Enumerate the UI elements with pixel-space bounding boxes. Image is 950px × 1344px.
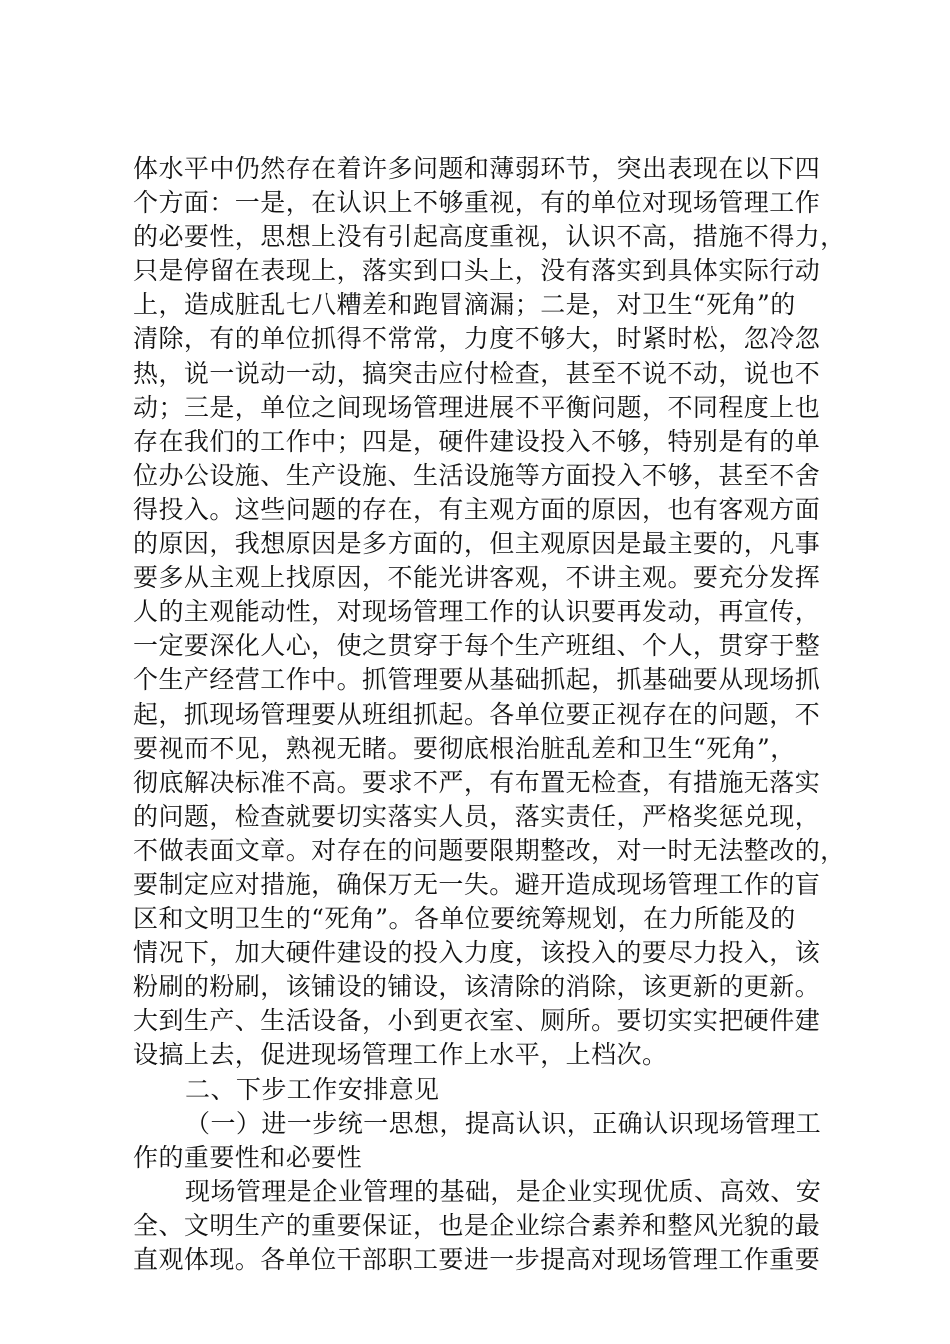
text-line: 不做表面文章。对存在的问题要限期整改，对一时无法整改的， bbox=[133, 835, 846, 865]
paragraph-problems bbox=[133, 152, 846, 1073]
text-line: 要视而不见，熟视无睹。要彻底根治脏乱差和卫生“死角”， bbox=[133, 733, 796, 763]
text-line: 大到生产、生活设备，小到更衣室、厕所。要切实实把硬件建 bbox=[133, 1006, 821, 1036]
text-line: 得投入。这些问题的存在，有主观方面的原因，也有客观方面 bbox=[133, 494, 821, 524]
text-line: 粉刷的粉刷，该铺设的铺设，该清除的消除，该更新的更新。 bbox=[133, 972, 821, 1002]
text-line: 的原因，我想原因是多方面的，但主观原因是最主要的，凡事 bbox=[133, 529, 821, 559]
text-line: 要制定应对措施，确保万无一失。避开造成现场管理工作的盲 bbox=[133, 869, 821, 899]
text-line: 体水平中仍然存在着许多问题和薄弱环节，突出表现在以下四 bbox=[133, 154, 821, 183]
document-body bbox=[133, 152, 846, 1277]
text-line: 的必要性，思想上没有引起高度重视，认识不高，措施不得力， bbox=[133, 222, 846, 252]
text-line: 全、文明生产的重要保证，也是企业综合素养和整风光貌的最 bbox=[133, 1210, 821, 1240]
text-line: 清除，有的单位抓得不常常，力度不够大，时紧时松，忽冷忽 bbox=[133, 324, 821, 354]
text-line: 起，抓现场管理要从班组抓起。各单位要正视存在的问题，不 bbox=[133, 699, 821, 729]
text-line: 现场管理是企业管理的基础，是企业实现优质、高效、安 bbox=[185, 1176, 822, 1206]
text-line: 情况下，加大硬件建设的投入力度，该投入的要尽力投入，该 bbox=[133, 938, 821, 968]
text-line: 存在我们的工作中；四是，硬件建设投入不够，特别是有的单 bbox=[133, 426, 821, 456]
text-line: 上，造成脏乱七八糟差和跑冒滴漏；二是，对卫生“死角”的 bbox=[133, 290, 796, 320]
section-heading-text: 二、下步工作安排意见 bbox=[185, 1074, 440, 1104]
text-line: 设搞上去，促进现场管理工作上水平，上档次。 bbox=[133, 1040, 668, 1070]
subsection-heading-line: （一）进一步统一思想，提高认识，正确认识现场管理工 bbox=[185, 1108, 822, 1138]
text-line: 要多从主观上找原因，不能光讲客观，不讲主观。要充分发挥 bbox=[133, 563, 821, 593]
text-line: 一定要深化人心，使之贯穿于每个生产班组、个人，贯穿于整 bbox=[133, 631, 821, 661]
text-line: 动；三是，单位之间现场管理进展不平衡问题，不同程度上也 bbox=[133, 392, 821, 422]
text-line: 位办公设施、生产设施、生活设施等方面投入不够，甚至不舍 bbox=[133, 460, 821, 490]
text-line: 只是停留在表现上，落实到口头上，没有落实到具体实际行动 bbox=[133, 256, 821, 286]
subsection-heading-line: 作的重要性和必要性 bbox=[133, 1142, 363, 1172]
subsection-heading bbox=[133, 1107, 833, 1175]
section-heading bbox=[133, 1073, 833, 1107]
paragraph-importance bbox=[133, 1175, 833, 1277]
text-line: 个方面：一是，在认识上不够重视，有的单位对现场管理工作 bbox=[133, 188, 821, 218]
text-line: 区和文明卫生的“死角”。各单位要统筹规划，在力所能及的 bbox=[133, 904, 796, 934]
text-line: 彻底解决标准不高。要求不严，有布置无检查，有措施无落实 bbox=[133, 767, 821, 797]
text-line: 热，说一说动一动，搞突击应付检查，甚至不说不动，说也不 bbox=[133, 358, 821, 388]
text-line: 人的主观能动性，对现场管理工作的认识要再发动，再宣传， bbox=[133, 597, 821, 627]
text-line: 个生产经营工作中。抓管理要从基础抓起，抓基础要从现场抓 bbox=[133, 665, 821, 695]
text-line: 的问题，检查就要切实落实人员，落实责任，严格奖惩兑现， bbox=[133, 801, 821, 831]
text-line: 直观体现。各单位干部职工要进一步提高对现场管理工作重要 bbox=[133, 1245, 821, 1274]
